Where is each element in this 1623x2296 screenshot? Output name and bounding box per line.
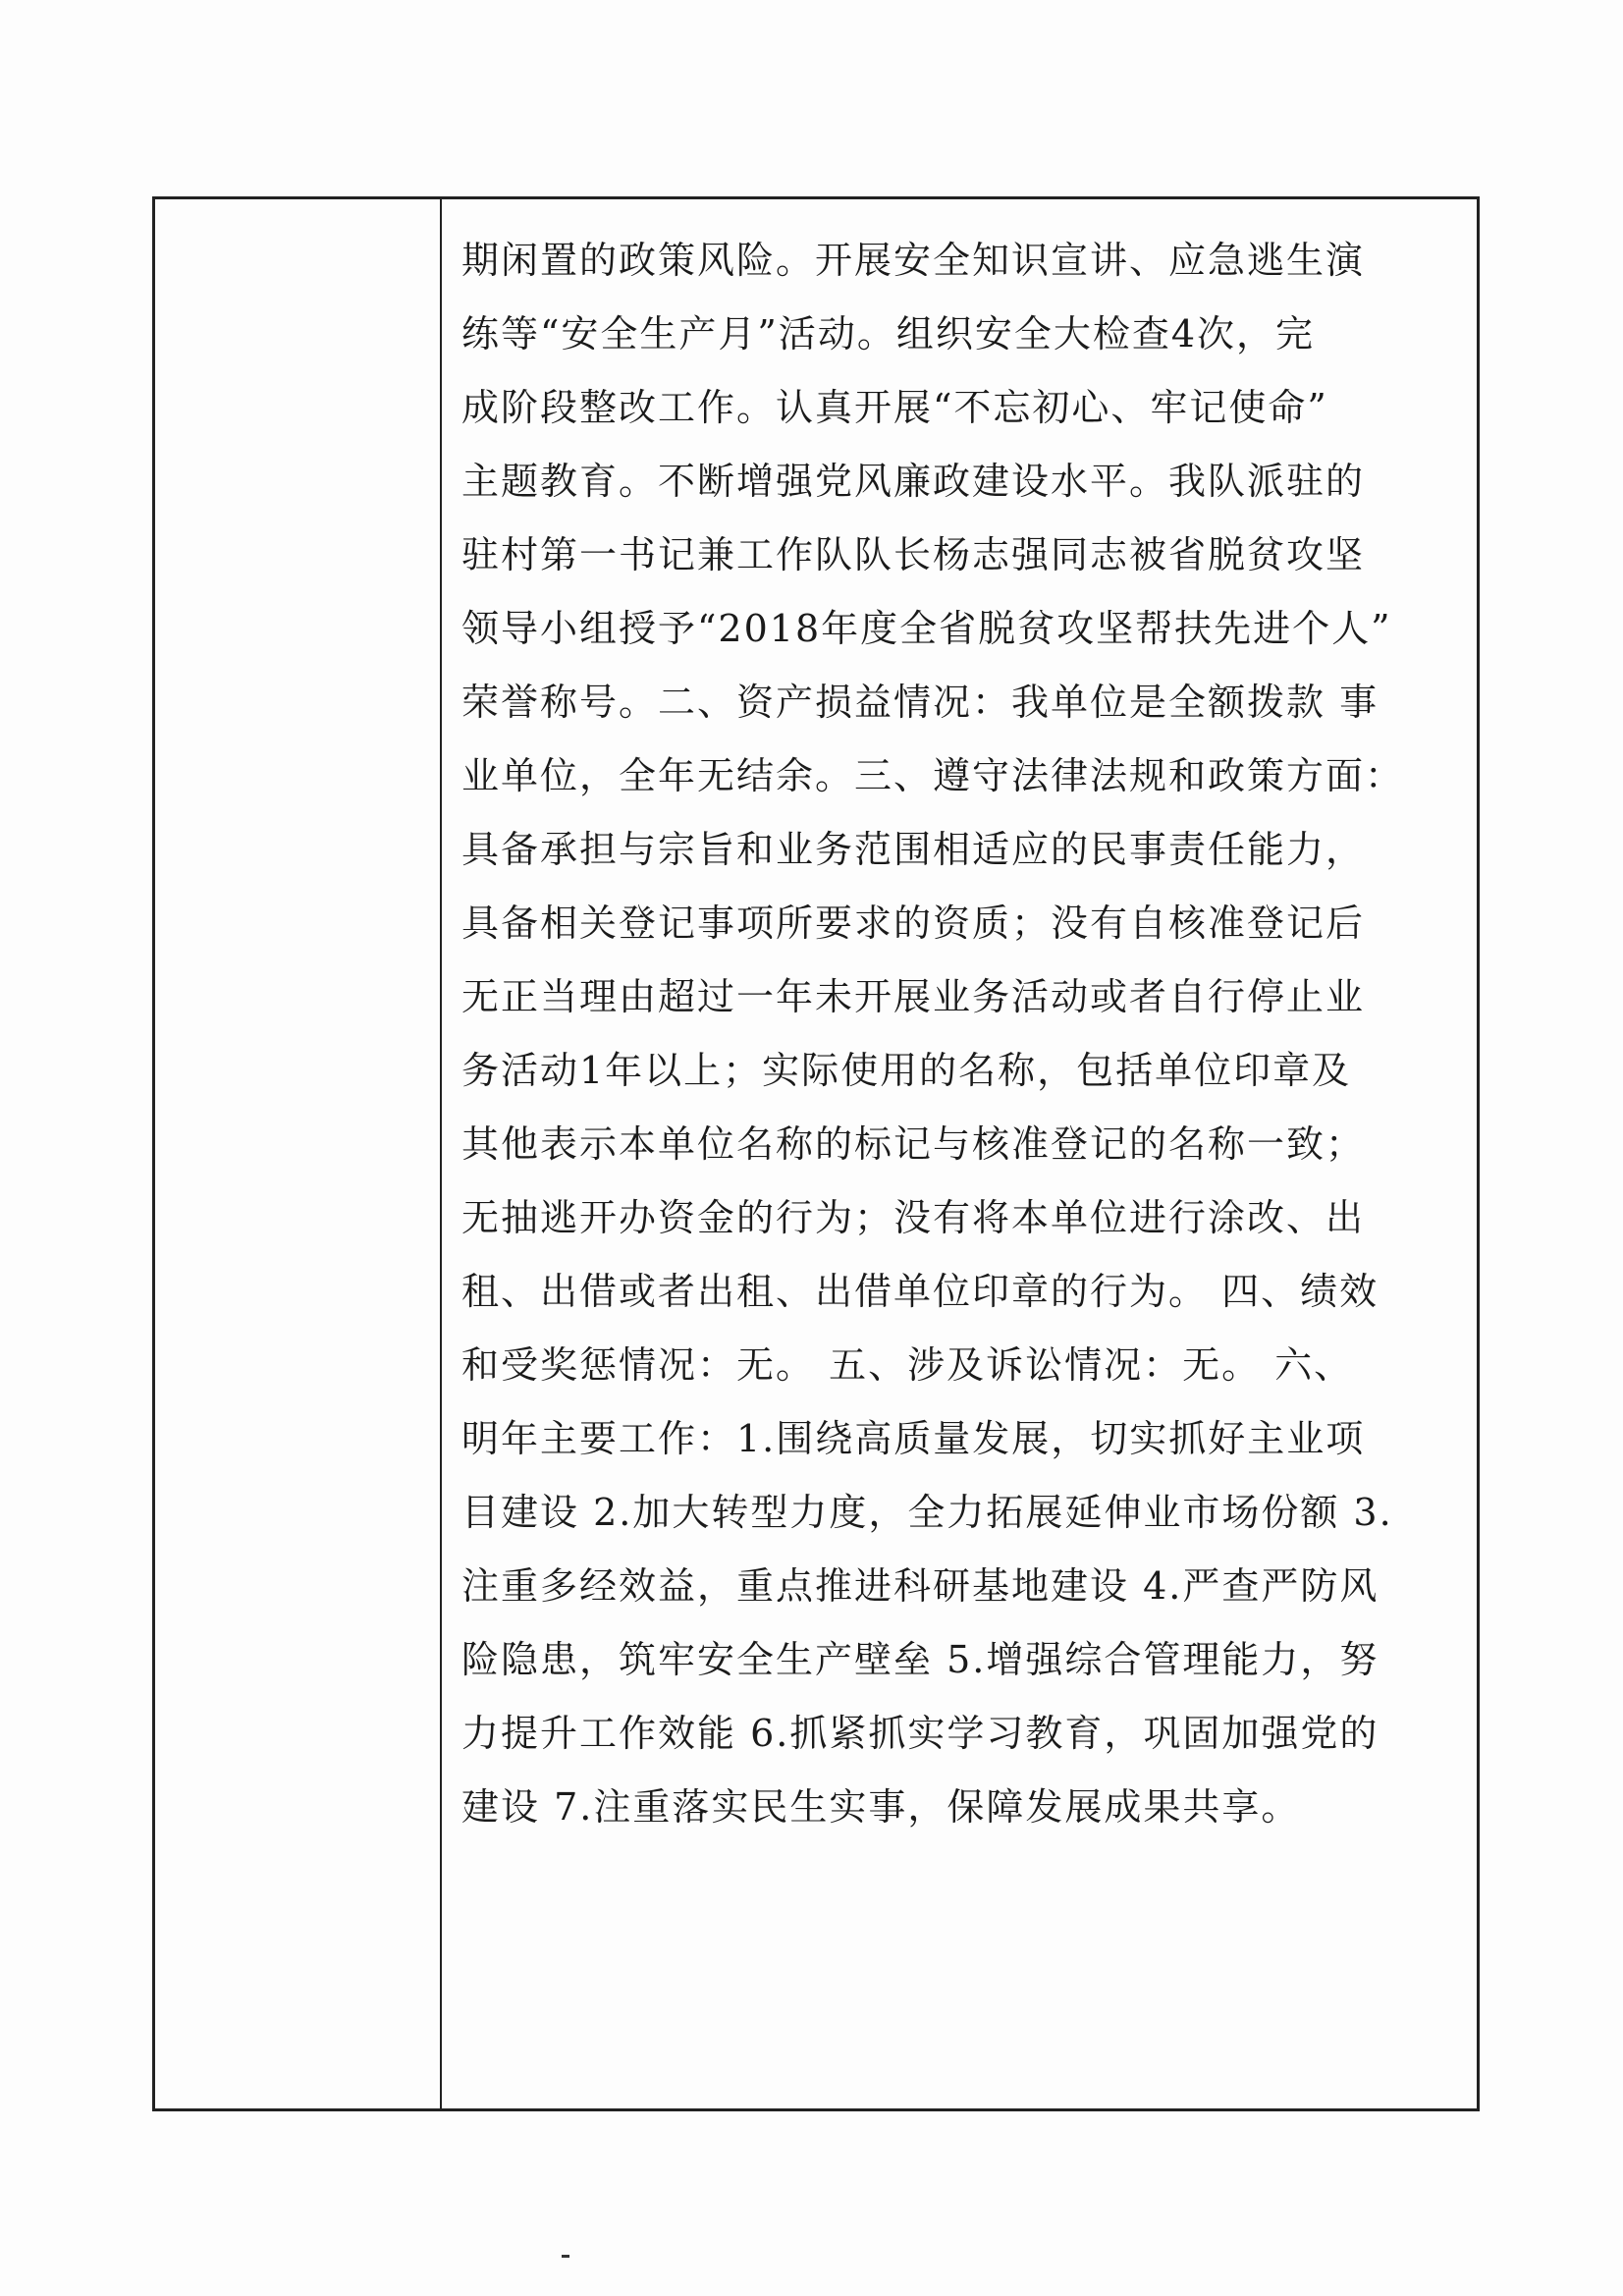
text-line: 驻村第一书记兼工作队队长杨志强同志被省脱贫攻坚 <box>461 533 1366 576</box>
scan-mark <box>562 2255 569 2258</box>
content-column <box>442 199 1477 2108</box>
text-line: 建设 7.注重落实民生实事，保障发展成果共享。 <box>461 1785 1301 1829</box>
text-line: 目建设 2.加大转型力度，全力拓展延伸业市场份额 3. <box>461 1491 1393 1534</box>
text-line: 主题教育。不断增强党风廉政建设水平。我队派驻的 <box>461 460 1366 503</box>
text-line: 领导小组授予“2018年度全省脱贫攻坚帮扶先进个人” <box>461 607 1392 650</box>
text-line: 注重多经效益，重点推进科研基地建设 4.严查严防风 <box>461 1564 1380 1608</box>
text-line: 具备承担与宗旨和业务范围相适应的民事责任能力， <box>461 828 1366 871</box>
text-line: 无正当理由超过一年未开展业务活动或者自行停止业 <box>461 975 1366 1018</box>
text-line: 其他表示本单位名称的标记与核准登记的名称一致； <box>461 1122 1366 1166</box>
text-line: 力提升工作效能 6.抓紧抓实学习教育，巩固加强党的 <box>461 1712 1380 1755</box>
text-line: 具备相关登记事项所要求的资质；没有自核准登记后 <box>461 902 1366 945</box>
text-line: 明年主要工作：1.围绕高质量发展，切实抓好主业项 <box>461 1417 1366 1460</box>
text-line: 练等“安全生产月”活动。组织安全大检查4次，完 <box>461 312 1316 355</box>
label-column <box>155 199 442 2108</box>
text-line: 务活动1年以上；实际使用的名称，包括单位印章及 <box>461 1049 1352 1092</box>
form-table <box>152 196 1480 2111</box>
text-line: 险隐患，筑牢安全生产壁垒 5.增强综合管理能力，努 <box>461 1638 1380 1681</box>
text-line: 期闲置的政策风险。开展安全知识宣讲、应急逃生演 <box>461 239 1366 282</box>
text-line: 业单位，全年无结余。三、遵守法律法规和政策方面： <box>461 754 1405 797</box>
text-line: 和受奖惩情况：无。 五、涉及诉讼情况：无。 六、 <box>461 1343 1354 1387</box>
text-line: 无抽逃开办资金的行为；没有将本单位进行涂改、出 <box>461 1196 1366 1239</box>
body-text <box>461 224 1463 1844</box>
text-line: 租、出借或者出租、出借单位印章的行为。 四、绩效 <box>461 1270 1380 1313</box>
text-line: 成阶段整改工作。认真开展“不忘初心、牢记使命” <box>461 386 1328 429</box>
text-line: 荣誉称号。二、资产损益情况：我单位是全额拨款 事 <box>461 681 1380 724</box>
